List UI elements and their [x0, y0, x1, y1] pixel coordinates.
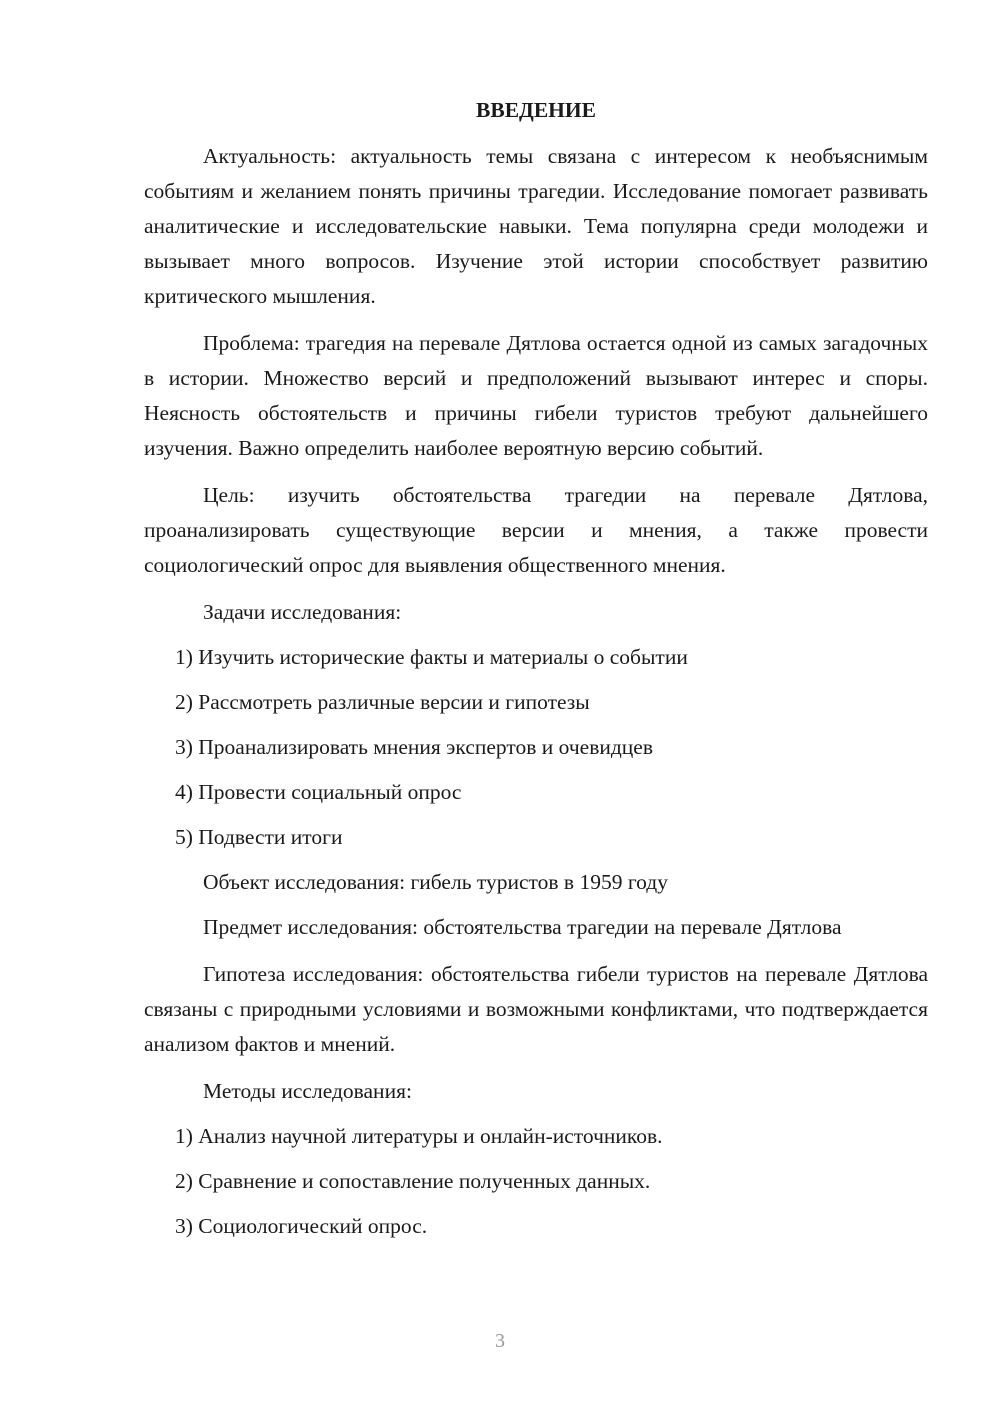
list-item: 3) Социологический опрос.: [175, 1214, 428, 1238]
list-item: 1) Анализ научной литературы и онлайн-источников.: [175, 1124, 663, 1148]
page-body: [144, 90, 928, 1254]
tasks-list: [144, 640, 928, 855]
subject-paragraph: Предмет исследования: обстоятельства трагедии на перевале Дятлова: [203, 915, 842, 939]
object-paragraph: Объект исследования: гибель туристов в 1959 году: [203, 870, 668, 894]
hypothesis-paragraph: Гипотеза исследования: обстоятельства гибели туристов на перевале Дятлова связаны с природными условиями и возможными конфликтами, что подтверждается анализом фактов и мнений.: [144, 962, 928, 1056]
list-item: 5) Подвести итоги: [175, 825, 343, 849]
goal-paragraph: Цель: изучить обстоятельства трагедии на перевале Дятлова, проанализировать существующие версии и мнения, а также провести социологический опрос для выявления общественного мнения.: [144, 483, 928, 577]
relevance-paragraph: Актуальность: актуальность темы связана с интересом к необъяснимым событиям и желанием понять причины трагедии. Исследование помогает развивать аналитические и исследовательские навыки. Тема популярна среди молодежи и вызывает много вопросов. Изучение этой истории способствует развитию критического мышления.: [144, 144, 928, 308]
tasks-heading: Задачи исследования:: [203, 600, 402, 624]
list-item: 3) Проанализировать мнения экспертов и очевидцев: [175, 735, 653, 759]
page-number: 3: [495, 1330, 505, 1352]
list-item: 2) Сравнение и сопоставление полученных данных.: [175, 1169, 651, 1193]
methods-heading: Методы исследования:: [203, 1079, 412, 1103]
list-item: 2) Рассмотреть различные версии и гипотезы: [175, 690, 590, 714]
list-item: 4) Провести социальный опрос: [175, 780, 462, 804]
page-title: ВВЕДЕНИЕ: [476, 98, 596, 122]
methods-list: [144, 1119, 928, 1244]
problem-paragraph: Проблема: трагедия на перевале Дятлова остается одной из самых загадочных в истории. Множество версий и предположений вызывают интерес и споры. Неясность обстоятельств и причины гибели туристов требуют дальнейшего изучения. Важно определить наиболее вероятную версию событий.: [144, 331, 928, 460]
list-item: 1) Изучить исторические факты и материалы о событии: [175, 645, 688, 669]
